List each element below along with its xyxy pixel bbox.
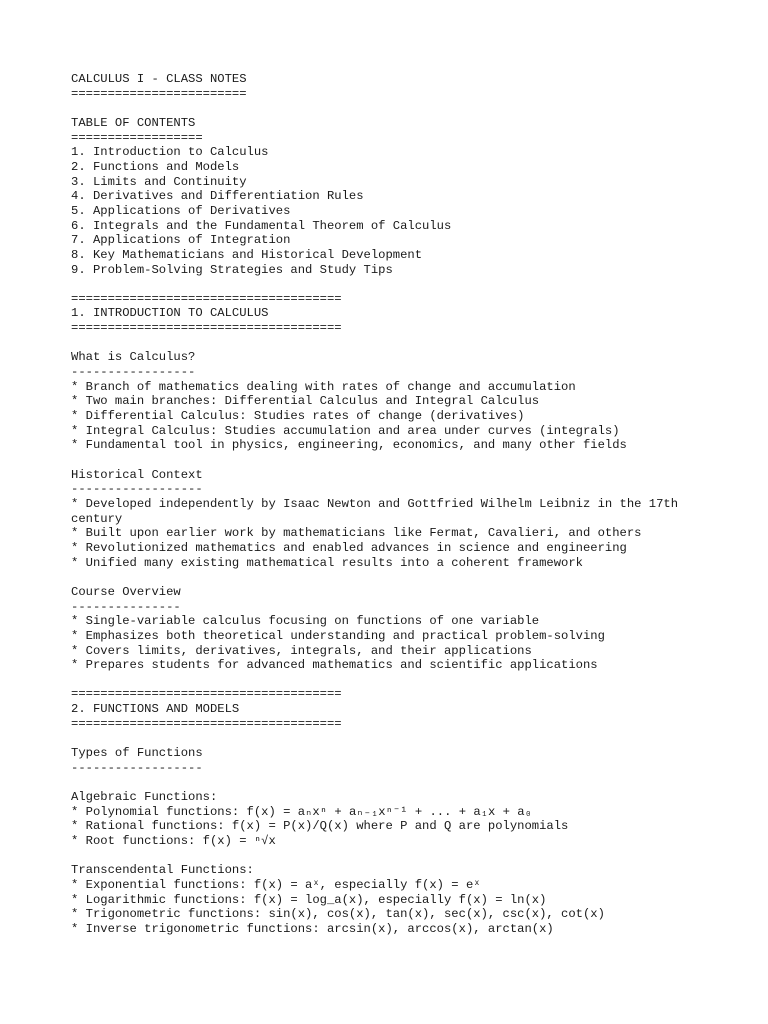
bullet-item: * Inverse trigonometric functions: arcsin(x), arccos(x), arctan(x) <box>71 921 554 936</box>
text-line: Types of Functions <box>71 746 203 761</box>
bullet-item: * Root functions: f(x) = ⁿ√x <box>71 834 276 848</box>
subheading-rule: ------------------ <box>71 760 203 775</box>
heading-rule: ======================== <box>71 86 247 101</box>
blank-line <box>71 775 731 790</box>
blank-line <box>71 731 731 746</box>
blank-line <box>71 673 731 688</box>
bullet-item: * Unified many existing mathematical results into a coherent framework <box>71 555 583 570</box>
blank-line <box>71 570 731 585</box>
toc-item: 8. Key Mathematicians and Historical Development <box>71 247 423 262</box>
bullet-item: * Exponential functions: f(x) = aˣ, especially f(x) = eˣ <box>71 877 481 892</box>
bullet-item: * Polynomial functions: f(x) = aₙxⁿ + aₙ₋₁xⁿ⁻¹ + ... + a₁x + a₀ <box>71 804 532 819</box>
blank-line <box>71 277 731 292</box>
bullet-item: * Developed independently by Isaac Newton and Gottfried Wilhelm Leibniz in the 17th <box>71 496 679 511</box>
blank-line <box>71 849 731 864</box>
bullet-item: * Rational functions: f(x) = P(x)/Q(x) where P and Q are polynomials <box>71 819 569 834</box>
heading-rule: ===================================== <box>71 291 342 306</box>
toc-item: 4. Derivatives and Differentiation Rules <box>71 189 364 204</box>
document-title: CALCULUS I - CLASS NOTES <box>71 72 247 86</box>
toc-item: 6. Integrals and the Fundamental Theorem of Calculus <box>71 218 452 233</box>
toc-item: 2. Functions and Models <box>71 159 240 174</box>
text-line: century <box>71 511 123 526</box>
bullet-item: * Trigonometric functions: sin(x), cos(x), tan(x), sec(x), csc(x), cot(x) <box>71 907 605 922</box>
text-line: Course Overview <box>71 584 181 599</box>
text-line: What is Calculus? <box>71 350 196 365</box>
toc-item: 7. Applications of Integration <box>71 233 291 248</box>
blank-line <box>71 101 731 116</box>
text-line: Transcendental Functions: <box>71 863 254 878</box>
blank-line <box>71 453 731 468</box>
bullet-item: * Differential Calculus: Studies rates of change (derivatives) <box>71 409 525 424</box>
section-heading: 2. FUNCTIONS AND MODELS <box>71 702 240 717</box>
heading-rule: ===================================== <box>71 321 342 336</box>
toc-item: 5. Applications of Derivatives <box>71 203 291 218</box>
text-line: Algebraic Functions: <box>71 790 218 805</box>
bullet-item: * Single-variable calculus focusing on functions of one variable <box>71 614 540 629</box>
bullet-item: * Emphasizes both theoretical understanding and practical problem-solving <box>71 628 605 643</box>
bullet-item: * Revolutionized mathematics and enabled advances in science and engineering <box>71 540 627 555</box>
heading-rule: ===================================== <box>71 716 342 731</box>
class-notes-document <box>71 72 731 937</box>
subheading-rule: --------------- <box>71 599 181 614</box>
toc-item: 9. Problem-Solving Strategies and Study Tips <box>71 262 393 277</box>
toc-item: 1. Introduction to Calculus <box>71 145 269 160</box>
bullet-item: * Branch of mathematics dealing with rates of change and accumulation <box>71 379 576 394</box>
heading-rule: ===================================== <box>71 687 342 702</box>
text-line: TABLE OF CONTENTS <box>71 115 196 130</box>
toc-item: 3. Limits and Continuity <box>71 174 247 189</box>
bullet-item: * Two main branches: Differential Calculus and Integral Calculus <box>71 394 540 409</box>
bullet-item: * Fundamental tool in physics, engineering, economics, and many other fields <box>71 438 627 453</box>
blank-line <box>71 336 731 351</box>
bullet-item: * Logarithmic functions: f(x) = log_a(x), especially f(x) = ln(x) <box>71 892 547 907</box>
bullet-item: * Covers limits, derivatives, integrals, and their applications <box>71 643 532 658</box>
section-heading: 1. INTRODUCTION TO CALCULUS <box>71 306 269 321</box>
subheading-rule: ------------------ <box>71 482 203 497</box>
bullet-item: * Built upon earlier work by mathematicians like Fermat, Cavalieri, and others <box>71 526 642 541</box>
bullet-item: * Prepares students for advanced mathematics and scientific applications <box>71 658 598 673</box>
heading-rule: ================== <box>71 130 203 145</box>
subheading-rule: ----------------- <box>71 365 196 380</box>
text-line: Historical Context <box>71 467 203 482</box>
bullet-item: * Integral Calculus: Studies accumulation and area under curves (integrals) <box>71 423 620 438</box>
